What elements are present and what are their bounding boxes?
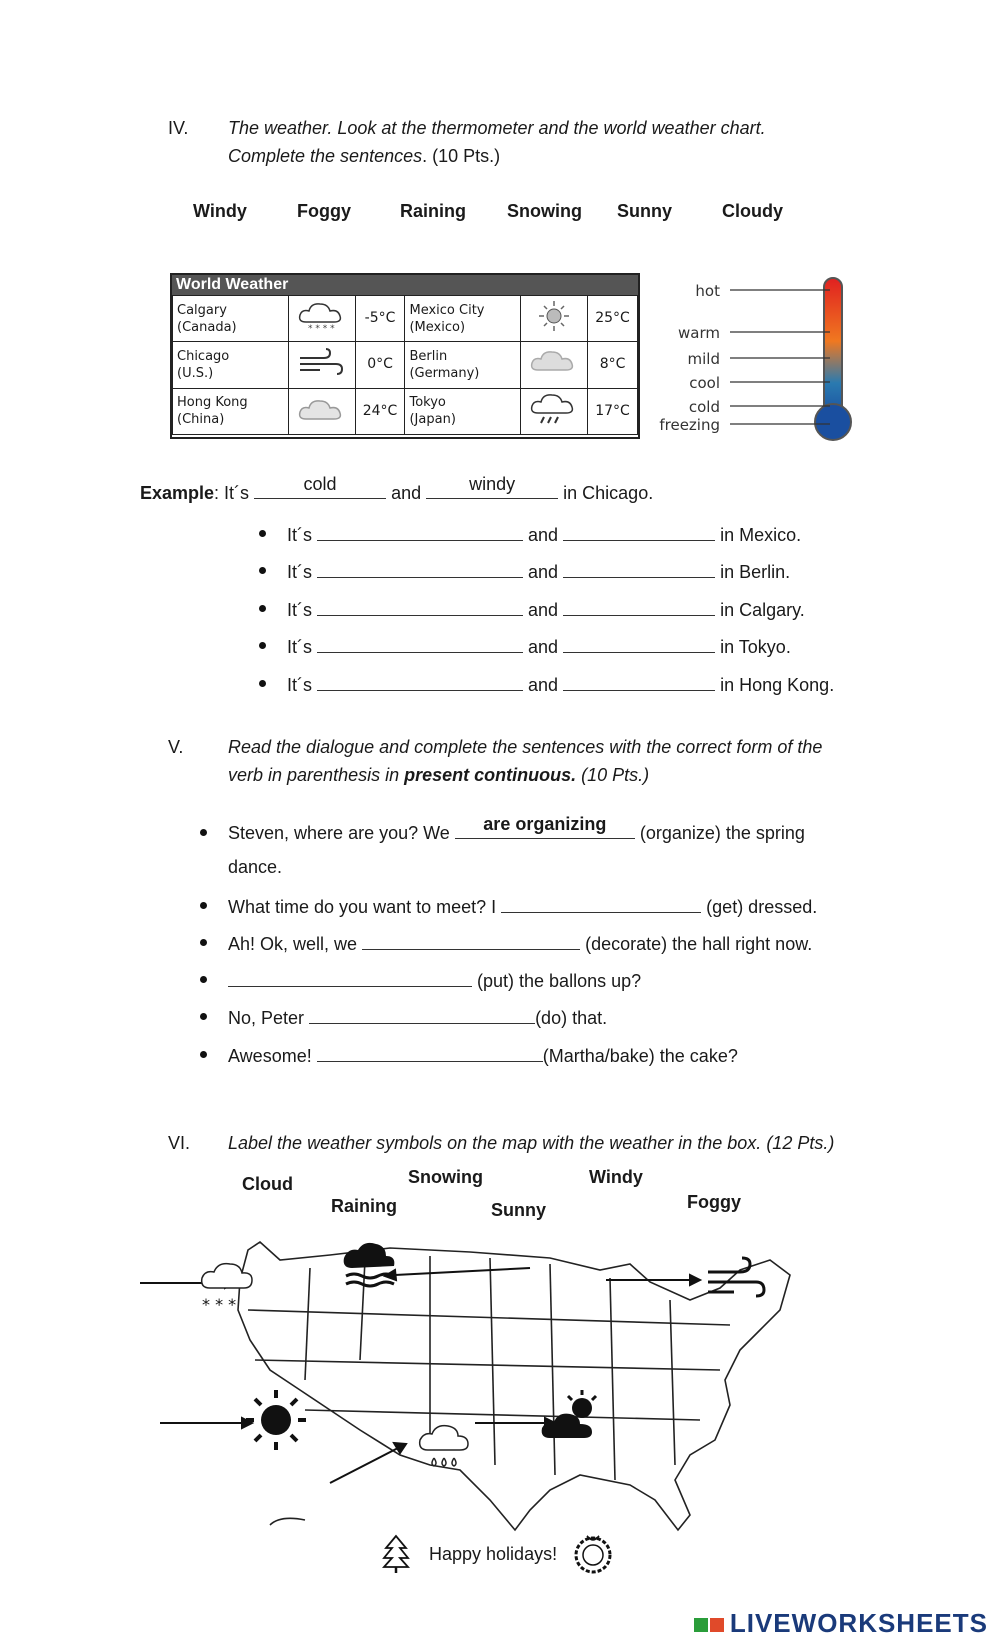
wreath-icon [570,1530,616,1576]
cloud-icon [288,388,355,434]
dialogue-line-5: No, Peter (do) that. [228,1005,607,1029]
answer-blank[interactable] [563,672,715,691]
answer-blank[interactable] [563,634,715,653]
dialogue-line-1-cont: dance. [228,857,283,877]
bullet [259,567,266,574]
temp-cell: 8°C [588,342,638,388]
therm-label-warm: warm [678,324,720,342]
therm-label-hot: hot [695,282,720,300]
section-5-instruction: Read the dialogue and complete the sentences with the correct form of the verb in parenthesis in present continuous. (10 Pts.) [228,737,823,785]
answer-blank[interactable]: are organizing [455,820,635,839]
map-word-windy: Windy [589,1167,643,1187]
snow-cloud-icon [288,296,355,342]
table-row [173,296,638,342]
snow-cloud-icon [202,1264,252,1314]
tree-icon [382,1534,410,1574]
bullet [200,939,207,946]
fog-cloud-icon [521,342,588,388]
cloud-sun-icon [542,1390,596,1438]
answer-blank[interactable] [501,894,701,913]
sentence-tokyo: It´s and in Tokyo. [287,634,791,658]
us-weather-map [130,1230,850,1540]
word-bank-item: Raining [400,201,466,221]
svg-text:* * *: * * * [202,1295,237,1314]
sentence-calgary: It´s and in Calgary. [287,597,805,621]
sun-icon [521,296,588,342]
word-bank-item: Foggy [297,201,351,221]
section-5-number: V. [168,737,184,757]
city-cell: Berlin (Germany) [405,342,521,388]
word-bank-item: Snowing [507,201,582,221]
dialogue-line-6: Awesome! (Martha/bake) the cake? [228,1043,738,1067]
bullet [259,605,266,612]
temp-cell: 25°C [588,296,638,342]
world-weather-chart [170,273,640,439]
temp-cell: -5°C [355,296,405,342]
thermometer-graphic [700,272,860,447]
section-4-number: IV. [168,118,189,138]
example-blank-1: cold [254,480,386,499]
word-bank-item: Cloudy [722,201,783,221]
answer-blank[interactable] [317,1043,543,1062]
example-label: Example [140,483,215,503]
map-word-snowing: Snowing [408,1167,483,1187]
city-cell: Chicago (U.S.) [173,342,289,388]
city-cell: Tokyo (Japan) [405,388,521,434]
answer-blank[interactable] [563,597,715,616]
dialogue-line-4: (put) the ballons up? [228,968,641,992]
world-weather-title: World Weather [172,275,638,295]
us-map-outline [238,1242,790,1530]
rain-cloud-icon [420,1426,468,1466]
map-word-cloud: Cloud [242,1174,293,1194]
answer-blank[interactable] [317,597,523,616]
svg-text:* * * *: * * * * [307,324,335,335]
sentence-berlin: It´s and in Berlin. [287,559,790,583]
answer-blank[interactable] [228,968,472,987]
answer-blank[interactable] [317,559,523,578]
temp-cell: 24°C [355,388,405,434]
city-cell: Mexico City (Mexico) [405,296,521,342]
sun-icon [246,1390,306,1450]
temp-cell: 17°C [588,388,638,434]
bullet [200,829,207,836]
sentence-mexico: It´s and in Mexico. [287,522,801,546]
answer-blank[interactable] [309,1005,535,1024]
map-word-foggy: Foggy [687,1192,741,1212]
temp-cell: 0°C [355,342,405,388]
liveworksheets-logo: LIVEWORKSHEETS [694,1608,988,1639]
table-row [173,342,638,388]
city-cell: Calgary (Canada) [173,296,289,342]
therm-label-cool: cool [689,374,720,392]
answer-blank[interactable] [563,522,715,541]
sentence-hong-kong: It´s and in Hong Kong. [287,672,834,696]
word-bank-item: Sunny [617,201,673,221]
bullet [200,976,207,983]
happy-holidays-text: Happy holidays! [429,1544,558,1564]
therm-label-mild: mild [687,350,720,368]
bullet [200,902,207,909]
answer-blank[interactable] [317,672,523,691]
dialogue-line-3: Ah! Ok, well, we (decorate) the hall right now. [228,931,812,955]
example-blank-2: windy [426,480,558,499]
fog-cloud-icon [344,1243,395,1286]
section-4-instruction [228,114,766,170]
table-row [173,388,638,434]
answer-blank[interactable] [317,522,523,541]
world-weather-table [172,295,638,435]
answer-blank[interactable] [362,931,580,950]
dialogue-line-2: What time do you want to meet? I (get) dressed. [228,894,817,918]
word-bank-item: Windy [193,201,247,221]
city-cell: Hong Kong (China) [173,388,289,434]
bullet [259,680,266,687]
dialogue-line-1: Steven, where are you? We are organizing (organize) the spring [228,814,805,843]
instruction-line-2: Complete the sentences. (10 Pts.) [228,146,501,166]
answer-blank[interactable] [317,634,523,653]
answer-blank[interactable] [563,559,715,578]
rain-cloud-icon [521,388,588,434]
section-6-instruction: Label the weather symbols on the map with the weather in the box. (12 Pts.) [228,1133,835,1153]
example-sentence: Example: It´s cold and windy in Chicago. [140,474,654,503]
therm-label-cold: cold [688,398,720,416]
map-word-sunny: Sunny [491,1200,547,1220]
instruction-line-1: The weather. Look at the thermometer and the world weather chart. [228,118,766,138]
bullet [200,1013,207,1020]
bullet [259,642,266,649]
wind-icon [288,342,355,388]
therm-label-freezing: freezing [659,416,720,434]
map-word-raining: Raining [331,1196,397,1216]
section-6-number: VI. [168,1133,191,1153]
bullet [200,1051,207,1058]
bullet [259,530,266,537]
